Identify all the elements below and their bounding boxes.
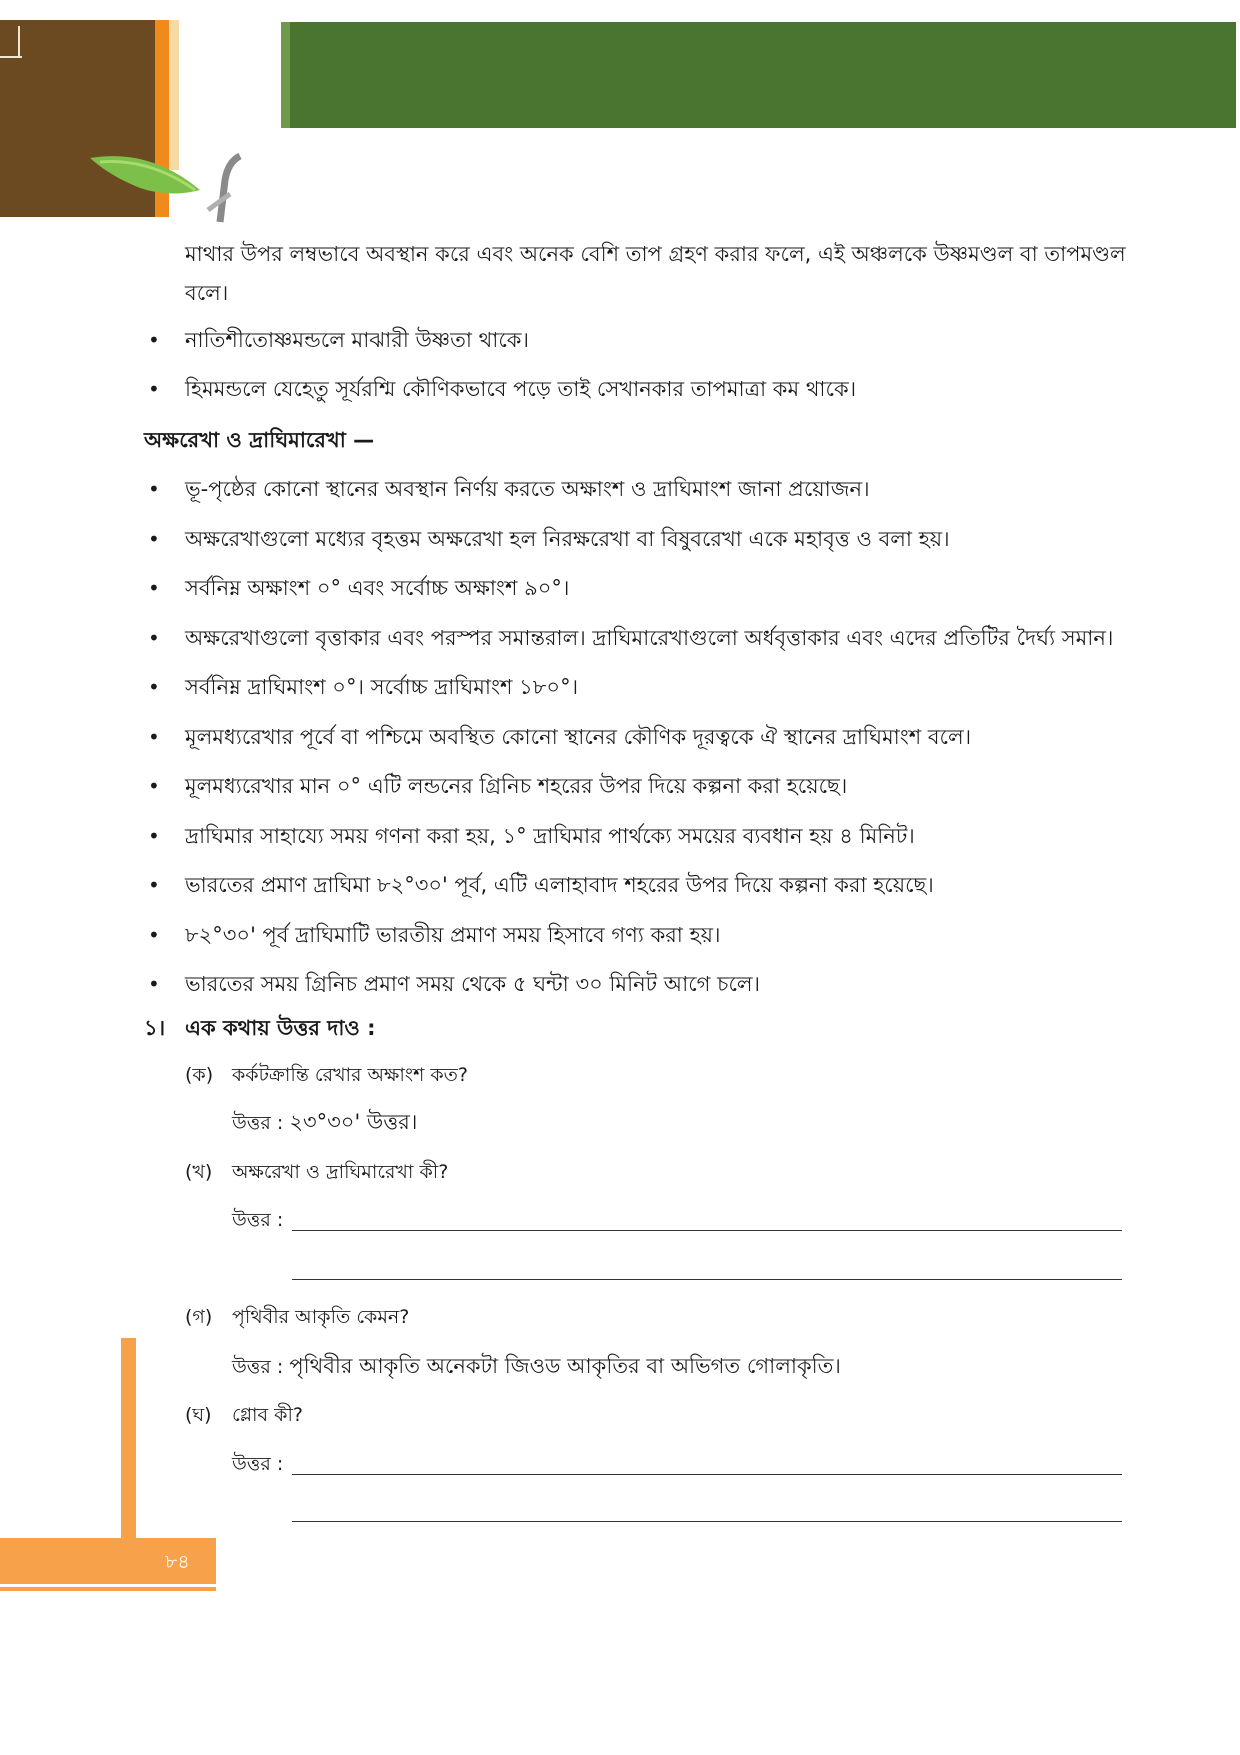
answer-blank-line[interactable] — [292, 1474, 1122, 1475]
bullet-text: সর্বনিম্ন অক্ষাংশ ০° এবং সর্বোচ্চ অক্ষাংশ ৯০°। — [185, 576, 570, 600]
footer-orange-rule — [0, 1587, 216, 1591]
question-text: গ্লোব কী? — [232, 1404, 303, 1426]
answer-row — [232, 1351, 841, 1381]
bullet-icon: • — [148, 675, 160, 699]
question-label: (খ) — [185, 1161, 213, 1183]
header-green-banner — [281, 22, 1236, 128]
header-cream-stripe — [169, 20, 179, 170]
answer-text: ২৩°৩০' উত্তর। — [289, 1110, 418, 1134]
answer-label: উত্তর : — [232, 1453, 284, 1475]
page-number: ৮৪ — [165, 1551, 190, 1573]
bullet-icon: • — [148, 626, 160, 650]
footer-orange-bar — [121, 1338, 136, 1538]
header-decor-line — [18, 26, 20, 56]
bullet-icon: • — [148, 972, 160, 996]
question-label: (ক) — [185, 1064, 214, 1086]
bullet-item — [148, 821, 1185, 851]
exercise-title: এক কথায় উত্তর দাও : — [185, 1016, 376, 1040]
bullet-icon: • — [148, 873, 160, 897]
answer-blank-line[interactable] — [292, 1521, 1122, 1522]
intro-paragraph: মাথার উপর লম্বভাবে অবস্থান করে এবং অনেক বেশি তাপ গ্রহণ করার ফলে, এই অঞ্চলকে উষ্ণমণ্ডল বা তাপমণ্ডল বলে। — [185, 242, 1126, 305]
header-green-edge — [281, 22, 290, 128]
bullet-text: নাতিশীতোষ্ণমন্ডলে মাঝারী উষ্ণতা থাকে। — [185, 328, 529, 352]
bullet-text: অক্ষরেখাগুলো বৃত্তাকার এবং পরস্পর সমান্তরাল। দ্রাঘিমারেখাগুলো অর্ধবৃত্তাকার এবং এদের প্রতিটির দৈর্ঘ্য সমান। — [185, 626, 1114, 650]
bullet-text: ৮২°৩০' পূর্ব দ্রাঘিমাটি ভারতীয় প্রমাণ সময় হিসাবে গণ্য করা হয়। — [185, 923, 721, 947]
bullet-item — [148, 474, 1185, 504]
bullet-item — [148, 969, 1185, 999]
bullet-icon: • — [148, 576, 160, 600]
answer-blank-line[interactable] — [292, 1230, 1122, 1231]
bullet-icon: • — [148, 328, 160, 352]
bullet-item — [148, 524, 1185, 554]
bullet-text: অক্ষরেখাগুলো মধ্যের বৃহত্তম অক্ষরেখা হল নিরক্ষরেখা বা বিষুবরেখা একে মহাবৃত্ত ও বলা হয়। — [185, 527, 950, 551]
question-text: পৃথিবীর আকৃতি কেমন? — [232, 1306, 410, 1328]
bullet-text: মূলমধ্যরেখার মান ০° এটি লন্ডনের গ্রিনিচ শহরের উপর দিয়ে কল্পনা করা হয়েছে। — [185, 774, 848, 798]
bullet-item — [148, 573, 1185, 603]
header-decor-line — [0, 56, 22, 58]
bullet-icon: • — [148, 824, 160, 848]
answer-label: উত্তর : — [232, 1209, 284, 1231]
bullet-item — [148, 623, 1185, 653]
bullet-icon: • — [148, 477, 160, 501]
question-label: (ঘ) — [185, 1404, 212, 1426]
bullet-item — [148, 870, 1185, 900]
bullet-icon: • — [148, 527, 160, 551]
bullet-text: মূলমধ্যরেখার পূর্বে বা পশ্চিমে অবস্থিত কোনো স্থানের কৌণিক দূরত্বকে ঐ স্থানের দ্রাঘিমাংশ বলে। — [185, 725, 972, 749]
bullet-icon: • — [148, 923, 160, 947]
bullet-icon: • — [148, 725, 160, 749]
answer-label: উত্তর : — [232, 1356, 284, 1378]
question-label: (গ) — [185, 1306, 213, 1328]
answer-label: উত্তর : — [232, 1112, 284, 1134]
bullet-text: সর্বনিম্ন দ্রাঘিমাংশ ০°। সর্বোচ্চ দ্রাঘিমাংশ ১৮০°। — [185, 675, 579, 699]
bullet-icon: • — [148, 377, 160, 401]
bullet-item — [148, 325, 1185, 355]
bullet-text: ভারতের প্রমাণ দ্রাঘিমা ৮২°৩০' পূর্ব, এটি এলাহাবাদ শহরের উপর দিয়ে কল্পনা করা হয়েছে। — [185, 873, 934, 897]
leaf-sprout-icon — [90, 150, 260, 225]
bullet-item — [148, 374, 1185, 404]
answer-text: পৃথিবীর আকৃতি অনেকটা জিওড আকৃতির বা অভিগত গোলাকৃতি। — [289, 1354, 841, 1378]
section-heading: অক্ষরেখা ও দ্রাঘিমারেখা — — [144, 428, 375, 452]
exercise-number: ১। — [144, 1016, 166, 1040]
bullet-text: দ্রাঘিমার সাহায্যে সময় গণনা করা হয়, ১° দ্রাঘিমার পার্থক্যে সময়ের ব্যবধান হয় ৪ মিনিট। — [185, 824, 915, 848]
bullet-item — [148, 722, 1185, 752]
answer-row — [232, 1107, 417, 1137]
question-text: অক্ষরেখা ও দ্রাঘিমারেখা কী? — [232, 1161, 449, 1183]
bullet-text: ভূ-পৃষ্ঠের কোনো স্থানের অবস্থান নির্ণয় করতে অক্ষাংশ ও দ্রাঘিমাংশ জানা প্রয়োজন। — [185, 477, 870, 501]
bullet-text: ভারতের সময় গ্রিনিচ প্রমাণ সময় থেকে ৫ ঘন্টা ৩০ মিনিট আগে চলে। — [185, 972, 761, 996]
bullet-item — [148, 920, 1185, 950]
bullet-item — [148, 771, 1185, 801]
answer-blank-line[interactable] — [292, 1279, 1122, 1280]
bullet-item — [148, 672, 1185, 702]
question-text: কর্কটক্রান্তি রেখার অক্ষাংশ কত? — [232, 1064, 468, 1086]
bullet-icon: • — [148, 774, 160, 798]
bullet-text: হিমমন্ডলে যেহেতু সূর্যরশ্মি কৌণিকভাবে পড়ে তাই সেখানকার তাপমাত্রা কম থাকে। — [185, 377, 857, 401]
